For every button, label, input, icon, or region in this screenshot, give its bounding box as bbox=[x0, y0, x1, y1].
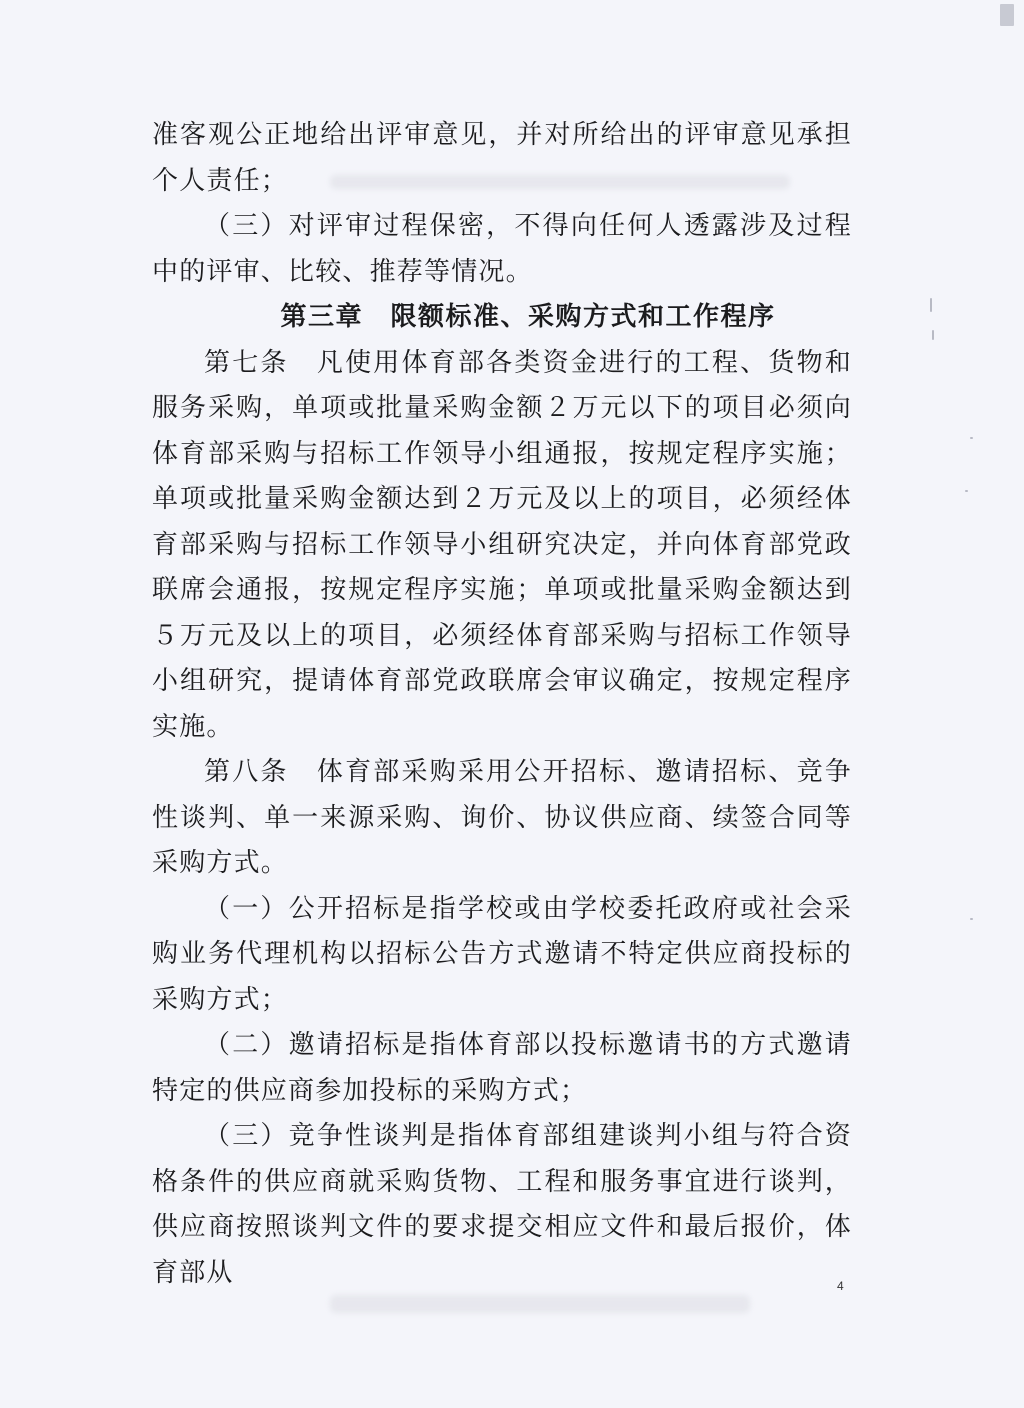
paragraph-item-3: （三）对评审过程保密，不得向任何人透露涉及过程中的评审、比较、推荐等情况。 bbox=[152, 211, 852, 287]
scan-speck bbox=[970, 918, 973, 920]
scan-speck bbox=[965, 490, 968, 492]
scan-speck bbox=[1000, 4, 1014, 26]
paragraph-continuation: 准客观公正地给出评审意见，并对所给出的评审意见承担个人责任； bbox=[152, 120, 852, 196]
chapter-heading: 第三章 限额标准、采购方式和工作程序 bbox=[280, 302, 776, 332]
document-body bbox=[152, 113, 852, 1296]
item-competitive-negotiation: （三）竞争性谈判是指体育部组建谈判小组与符合资格条件的供应商就采购货物、工程和服务事宜进行谈判，供应商按照谈判文件的要求提交相应文件和最后报价，体育部从 bbox=[152, 1121, 852, 1288]
item-open-tender: （一）公开招标是指学校或由学校委托政府或社会采购业务代理机构以招标公告方式邀请不特定供应商投标的采购方式； bbox=[152, 893, 852, 1015]
page-number: 4 bbox=[837, 1279, 844, 1293]
article-8: 第八条 体育部采购采用公开招标、邀请招标、竞争性谈判、单一来源采购、询价、协议供应商、续签合同等采购方式。 bbox=[152, 757, 852, 878]
article-7: 第七条 凡使用体育部各类资金进行的工程、货物和服务采购，单项或批量采购金额２万元以下的项目必须向体育部采购与招标工作领导小组通报，按规定程序实施；单项或批量采购金额达到２万元及以上的项目，必须经体育部采购与招标工作领导小组研究决定，并向体育部党政联席会通报，按规定程序实施；单项或批量采购金额达到５万元及以上的项目，必须经体育部采购与招标工作领导小组研究，提请体育部党政联席会审议确定，按规定程序实施。 bbox=[152, 347, 852, 742]
scan-shadow-bottom bbox=[330, 1295, 750, 1313]
item-invited-tender: （二）邀请招标是指体育部以投标邀请书的方式邀请特定的供应商参加投标的采购方式； bbox=[152, 1030, 852, 1106]
scan-speck bbox=[970, 437, 973, 439]
scan-speck bbox=[932, 330, 934, 340]
scan-speck bbox=[930, 298, 932, 312]
